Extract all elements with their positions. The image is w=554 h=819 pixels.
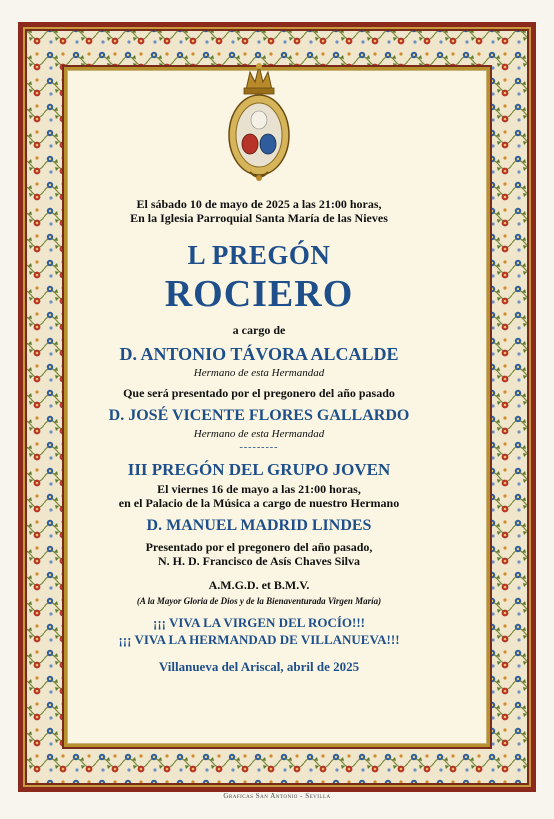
amgd-abbr: A.M.G.D. et B.M.V. [208,577,310,592]
intro-line-2: En la Iglesia Parroquial Santa María de las Nieves [130,210,388,225]
cargo-label: a cargo de [232,323,286,338]
viva-line-2: ¡¡¡ VIVA LA HERMANDAD DE VILLANUEVA!!! [118,631,400,647]
separator: --------- [239,442,279,454]
announcement [60,198,458,675]
viva-line-1: ¡¡¡ VIVA LA VIRGEN DEL ROCÍO!!! [152,615,365,631]
amgd-full: (A la Mayor Gloria de Dios y de la Bienaventurada Virgen María) [136,595,382,606]
place-date: Villanueva del Ariscal, abril de 2025 [158,658,360,674]
joven-pres-2: N. H. D. Francisco de Asís Chaves Silva [157,554,360,569]
presentador-name: D. JOSÉ VICENTE FLORES GALLARDO [108,407,410,425]
intro-line-1: El sábado 10 de mayo de 2025 a las 21:00 horas, [136,197,382,211]
pregonero-name: D. ANTONIO TÁVORA ALCALDE [119,344,399,365]
pregonero-subtitle: Hermano de esta Hermandad [193,366,325,379]
presentador-intro: Que será presentado por el pregonero del año pasado [123,386,395,401]
title-line-1: L PREGÓN [187,239,331,270]
joven-name: D. MANUEL MADRID LINDES [146,516,372,534]
hermandad-crest-icon [224,60,294,184]
joven-title: III PREGÓN DEL GRUPO JOVEN [127,459,391,479]
joven-pres-1: Presentado por el pregonero del año pasado, [145,540,373,555]
joven-line-1: El viernes 16 de mayo a las 21:00 horas, [157,482,361,497]
printer-credit: Graficas San Antonio - Sevilla [223,792,331,800]
presentador-subtitle: Hermano de esta Hermandad [193,427,325,440]
joven-line-2: en el Palacio de la Música a cargo de nuestro Hermano [118,496,400,511]
title-line-2: ROCIERO [164,272,354,315]
